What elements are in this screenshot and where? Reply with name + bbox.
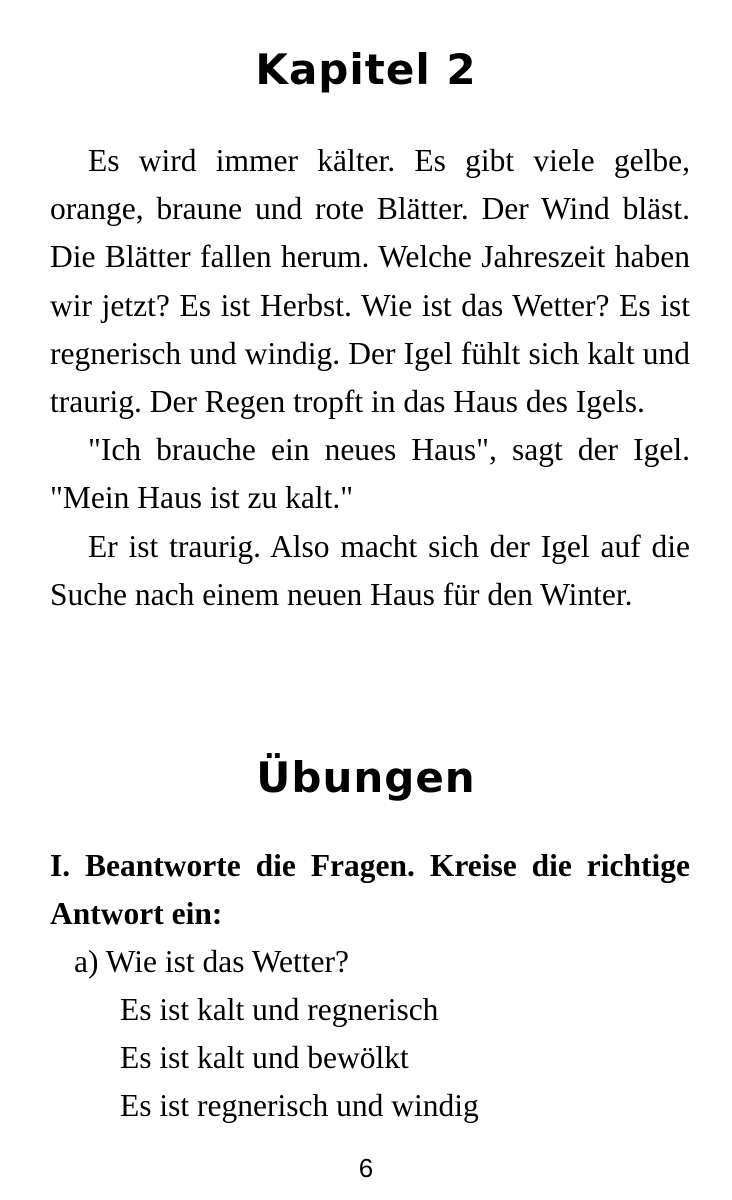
- exercise-block: [50, 842, 690, 1130]
- answer-option[interactable]: Es ist kalt und bewölkt: [120, 1040, 409, 1075]
- story-paragraph: Er ist traurig. Also macht sich der Igel auf die Suche nach einem neuen Haus für den Winter.: [50, 528, 690, 612]
- chapter-title: Kapitel 2: [255, 45, 477, 94]
- question-a: a) Wie ist das Wetter?: [74, 944, 349, 979]
- exercises-title: Übungen: [256, 753, 476, 802]
- story-paragraph: "Ich brauche ein neues Haus", sagt der Igel. "Mein Haus ist zu kalt.": [50, 432, 690, 516]
- exercise-instruction: I. Beantworte die Fragen. Kreise die richtige Antwort ein:: [50, 848, 690, 931]
- answer-options: [50, 986, 690, 1130]
- answer-option[interactable]: Es ist regnerisch und windig: [120, 1088, 479, 1123]
- story-text: [50, 137, 690, 619]
- story-paragraph: Es wird immer kälter. Es gibt viele gelbe, orange, braune und rote Blätter. Der Wind bläst. Die Blätter fallen herum. Welche Jahreszeit haben wir jetzt? Es ist Herbst. Wie ist das Wetter? Es ist regnerisch und windig. Der Igel fühlt sich kalt und traurig. Der Regen tropft in das Haus des Igels.: [50, 143, 690, 420]
- page-number: 6: [358, 1153, 374, 1183]
- answer-option[interactable]: Es ist kalt und regnerisch: [120, 992, 439, 1027]
